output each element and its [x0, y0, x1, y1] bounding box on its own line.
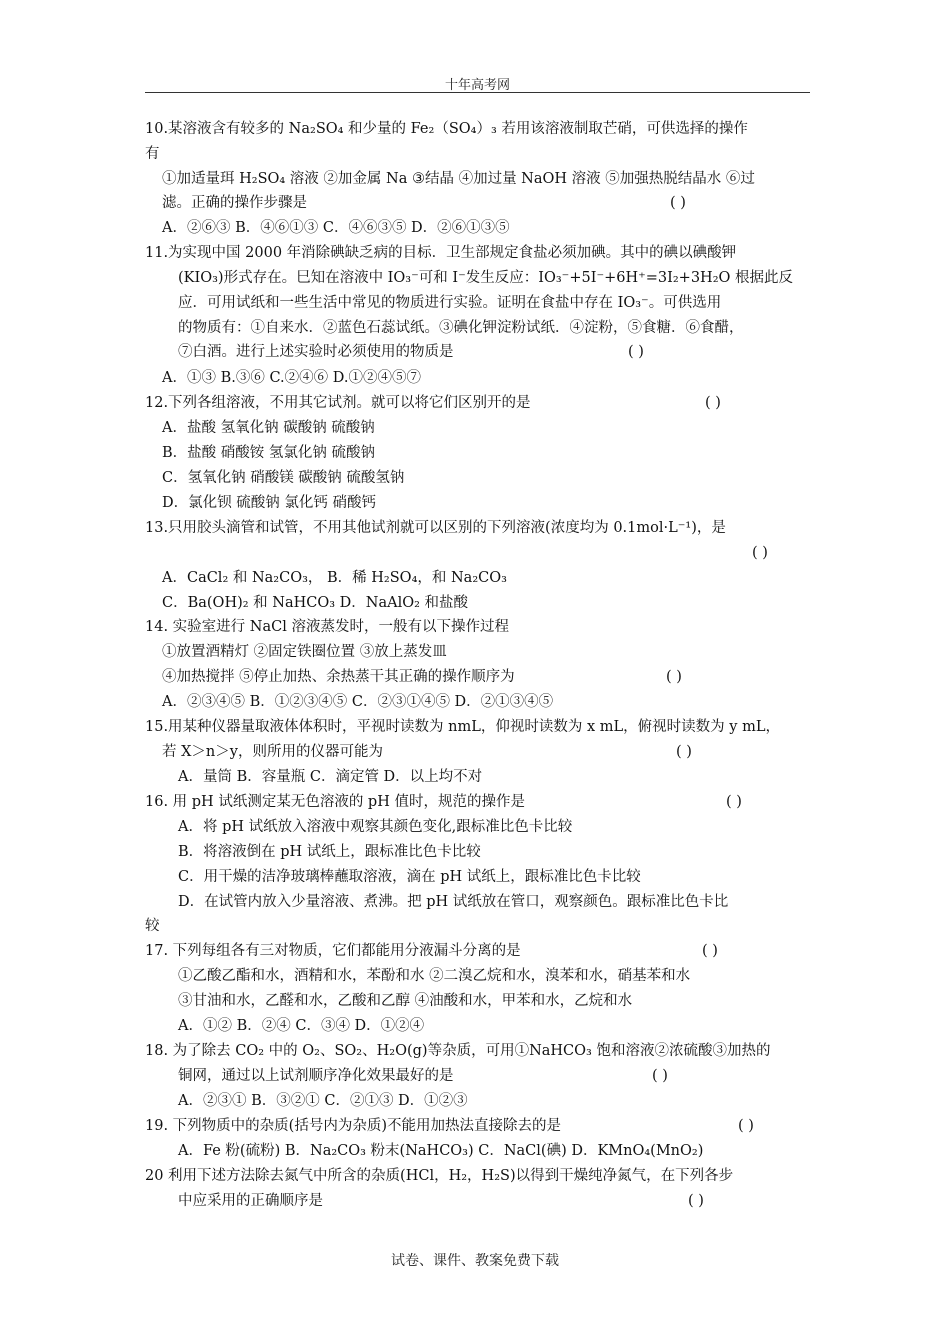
q12-line-1: 12.下列各组溶液，不用其它试剂。就可以将它们区别开的是 — [145, 395, 531, 411]
q14-answer-bracket: ( ) — [666, 669, 682, 685]
q18-line-2: 铜网，通过以上试剂顺序净化效果最好的是 — [178, 1068, 454, 1084]
header-divider — [145, 92, 810, 93]
q15-answer-bracket: ( ) — [676, 744, 692, 760]
q13-options-ab: A．CaCl₂ 和 Na₂CO₃， B．稀 H₂SO₄，和 Na₂CO₃ — [162, 570, 507, 586]
q17-line-1: 17. 下列每组各有三对物质，它们都能用分液漏斗分离的是 — [145, 943, 521, 959]
q20-answer-bracket: ( ) — [688, 1193, 704, 1209]
q12-option-d: D．氯化钡 硫酸钠 氯化钙 硝酸钙 — [162, 495, 376, 511]
page-header: 十年高考网 — [444, 78, 510, 93]
q12-option-c: C．氢氧化钠 硝酸镁 碳酸钠 硫酸氢钠 — [162, 470, 405, 486]
q13-line-1: 13.只用胶头滴管和试管，不用其他试剂就可以区别的下列溶液(浓度均为 0.1mol·L⁻¹)，是 — [145, 520, 726, 536]
q11-line-5: ⑦白酒。进行上述实验时必须使用的物质是 — [178, 344, 454, 360]
q14-line-1: 14. 实验室进行 NaCl 溶液蒸发时，一般有以下操作过程 — [145, 619, 509, 635]
q16-option-b: B．将溶液倒在 pH 试纸上，跟标准比色卡比较 — [178, 844, 481, 860]
q11-line-3: 应．可用试纸和一些生活中常见的物质进行实验。证明在食盐中存在 IO₃⁻。可供选用 — [178, 295, 722, 311]
q19-line-1: 19. 下列物质中的杂质(括号内为杂质)不能用加热法直接除去的是 — [145, 1118, 561, 1134]
q10-answer-bracket: ( ) — [670, 195, 686, 211]
q16-option-c: C．用干燥的洁净玻璃棒蘸取溶液，滴在 pH 试纸上，跟标准比色卡比较 — [178, 869, 641, 885]
q18-options: A．②③① B．③②① C．②①③ D．①②③ — [178, 1093, 468, 1109]
q18-answer-bracket: ( ) — [652, 1068, 668, 1084]
q11-line-4: 的物质有：①自来水．②蓝色石蕊试纸。③碘化钾淀粉试纸．④淀粉，⑤食糖．⑥食醋， — [178, 320, 744, 336]
q11-line-1: 11.为实现中国 2000 年消除碘缺乏病的目标．卫生部规定食盐必须加碘。其中的碘以碘酸钾 — [145, 245, 737, 261]
page-footer: 试卷、课件、教案免费下载 — [391, 1253, 559, 1269]
q17-line-2: ①乙酸乙酯和水，酒精和水，苯酚和水 ②二溴乙烷和水，溴苯和水，硝基苯和水 — [178, 968, 691, 984]
q14-options: A．②③④⑤ B．①②③④⑤ C．②③①④⑤ D．②①③④⑤ — [162, 694, 554, 710]
q10-line-3: ①加适量珥 H₂SO₄ 溶液 ②加金属 Na ③结晶 ④加过量 NaOH 溶液 ⑤加强热脱结晶水 ⑥过 — [162, 171, 755, 187]
q13-options-cd: C．Ba(OH)₂ 和 NaHCO₃ D．NaAlO₂ 和盐酸 — [162, 595, 469, 611]
q17-line-3: ③甘油和水，乙醛和水，乙酸和乙醇 ④油酸和水，甲苯和水，乙烷和水 — [178, 993, 633, 1009]
q15-line-1: 15.用某种仪器量取液体体积时，平视时读数为 nmL，仰视时读数为 x mL，俯视时读数为 y mL， — [145, 719, 780, 735]
q11-options: A．①③ B.③⑥ C.②④⑥ D.①②④⑤⑦ — [162, 370, 421, 386]
q15-options: A．量筒 B．容量瓶 C．滴定管 D．以上均不对 — [178, 769, 483, 785]
q16-option-a: A．将 pH 试纸放入溶液中观察其颜色变化,跟标准比色卡比较 — [178, 819, 573, 835]
q20-line-2: 中应采用的正确顺序是 — [178, 1193, 323, 1209]
q16-option-d-cont: 较 — [145, 918, 160, 934]
q18-line-1: 18. 为了除去 CO₂ 中的 O₂、SO₂、H₂O(g)等杂质，可用①NaHCO₃ 饱和溶液②浓硫酸③加热的 — [145, 1043, 771, 1059]
q13-answer-bracket: ( ) — [752, 545, 768, 561]
q10-line-1: 10.某溶液含有较多的 Na₂SO₄ 和少量的 Fe₂（SO₄）₃ 若用该溶液制取芒硝，可供选择的操作 — [145, 121, 748, 137]
q15-line-2: 若 X＞n＞y，则所用的仪器可能为 — [162, 744, 383, 760]
q10-options: A．②⑥③ B．④⑥①③ C．④⑥③⑤ D．②⑥①③⑤ — [162, 220, 510, 236]
q14-line-2: ①放置酒精灯 ②固定铁圈位置 ③放上蒸发皿 — [162, 644, 447, 660]
q12-option-a: A．盐酸 氢氧化钠 碳酸钠 硫酸钠 — [162, 420, 375, 436]
q20-line-1: 20 利用下述方法除去氮气中所含的杂质(HCl，H₂，H₂S)以得到干燥纯净氮气，在下列各步 — [145, 1168, 734, 1184]
q16-line-1: 16. 用 pH 试纸测定某无色溶液的 pH 值时，规范的操作是 — [145, 794, 525, 810]
q19-answer-bracket: ( ) — [738, 1118, 754, 1134]
q16-answer-bracket: ( ) — [726, 794, 742, 810]
q11-answer-bracket: ( ) — [628, 344, 644, 360]
q16-option-d: D．在试管内放入少量溶液、煮沸。把 pH 试纸放在管口，观察颜色。跟标准比色卡比 — [178, 894, 729, 910]
q12-answer-bracket: ( ) — [705, 395, 721, 411]
q10-line-2: 有 — [145, 146, 160, 162]
q19-options: A．Fe 粉(硫粉) B．Na₂CO₃ 粉末(NaHCO₃) C．NaCl(碘) D．KMnO₄(MnO₂) — [178, 1143, 704, 1159]
q11-line-2: (KIO₃)形式存在。巳知在溶液中 IO₃⁻可和 I⁻发生反应：IO₃⁻+5I⁻+6H⁺=3I₂+3H₂O 根据此反 — [178, 270, 794, 286]
q12-option-b: B．盐酸 硝酸铵 氢氯化钠 硫酸钠 — [162, 445, 375, 461]
q14-line-3: ④加热搅拌 ⑤停止加热、余热蒸干其正确的操作顺序为 — [162, 669, 515, 685]
q17-answer-bracket: ( ) — [702, 943, 718, 959]
q10-line-4: 滤。正确的操作步骤是 — [162, 195, 307, 211]
q17-options: A．①② B．②④ C．③④ D．①②④ — [178, 1018, 425, 1034]
